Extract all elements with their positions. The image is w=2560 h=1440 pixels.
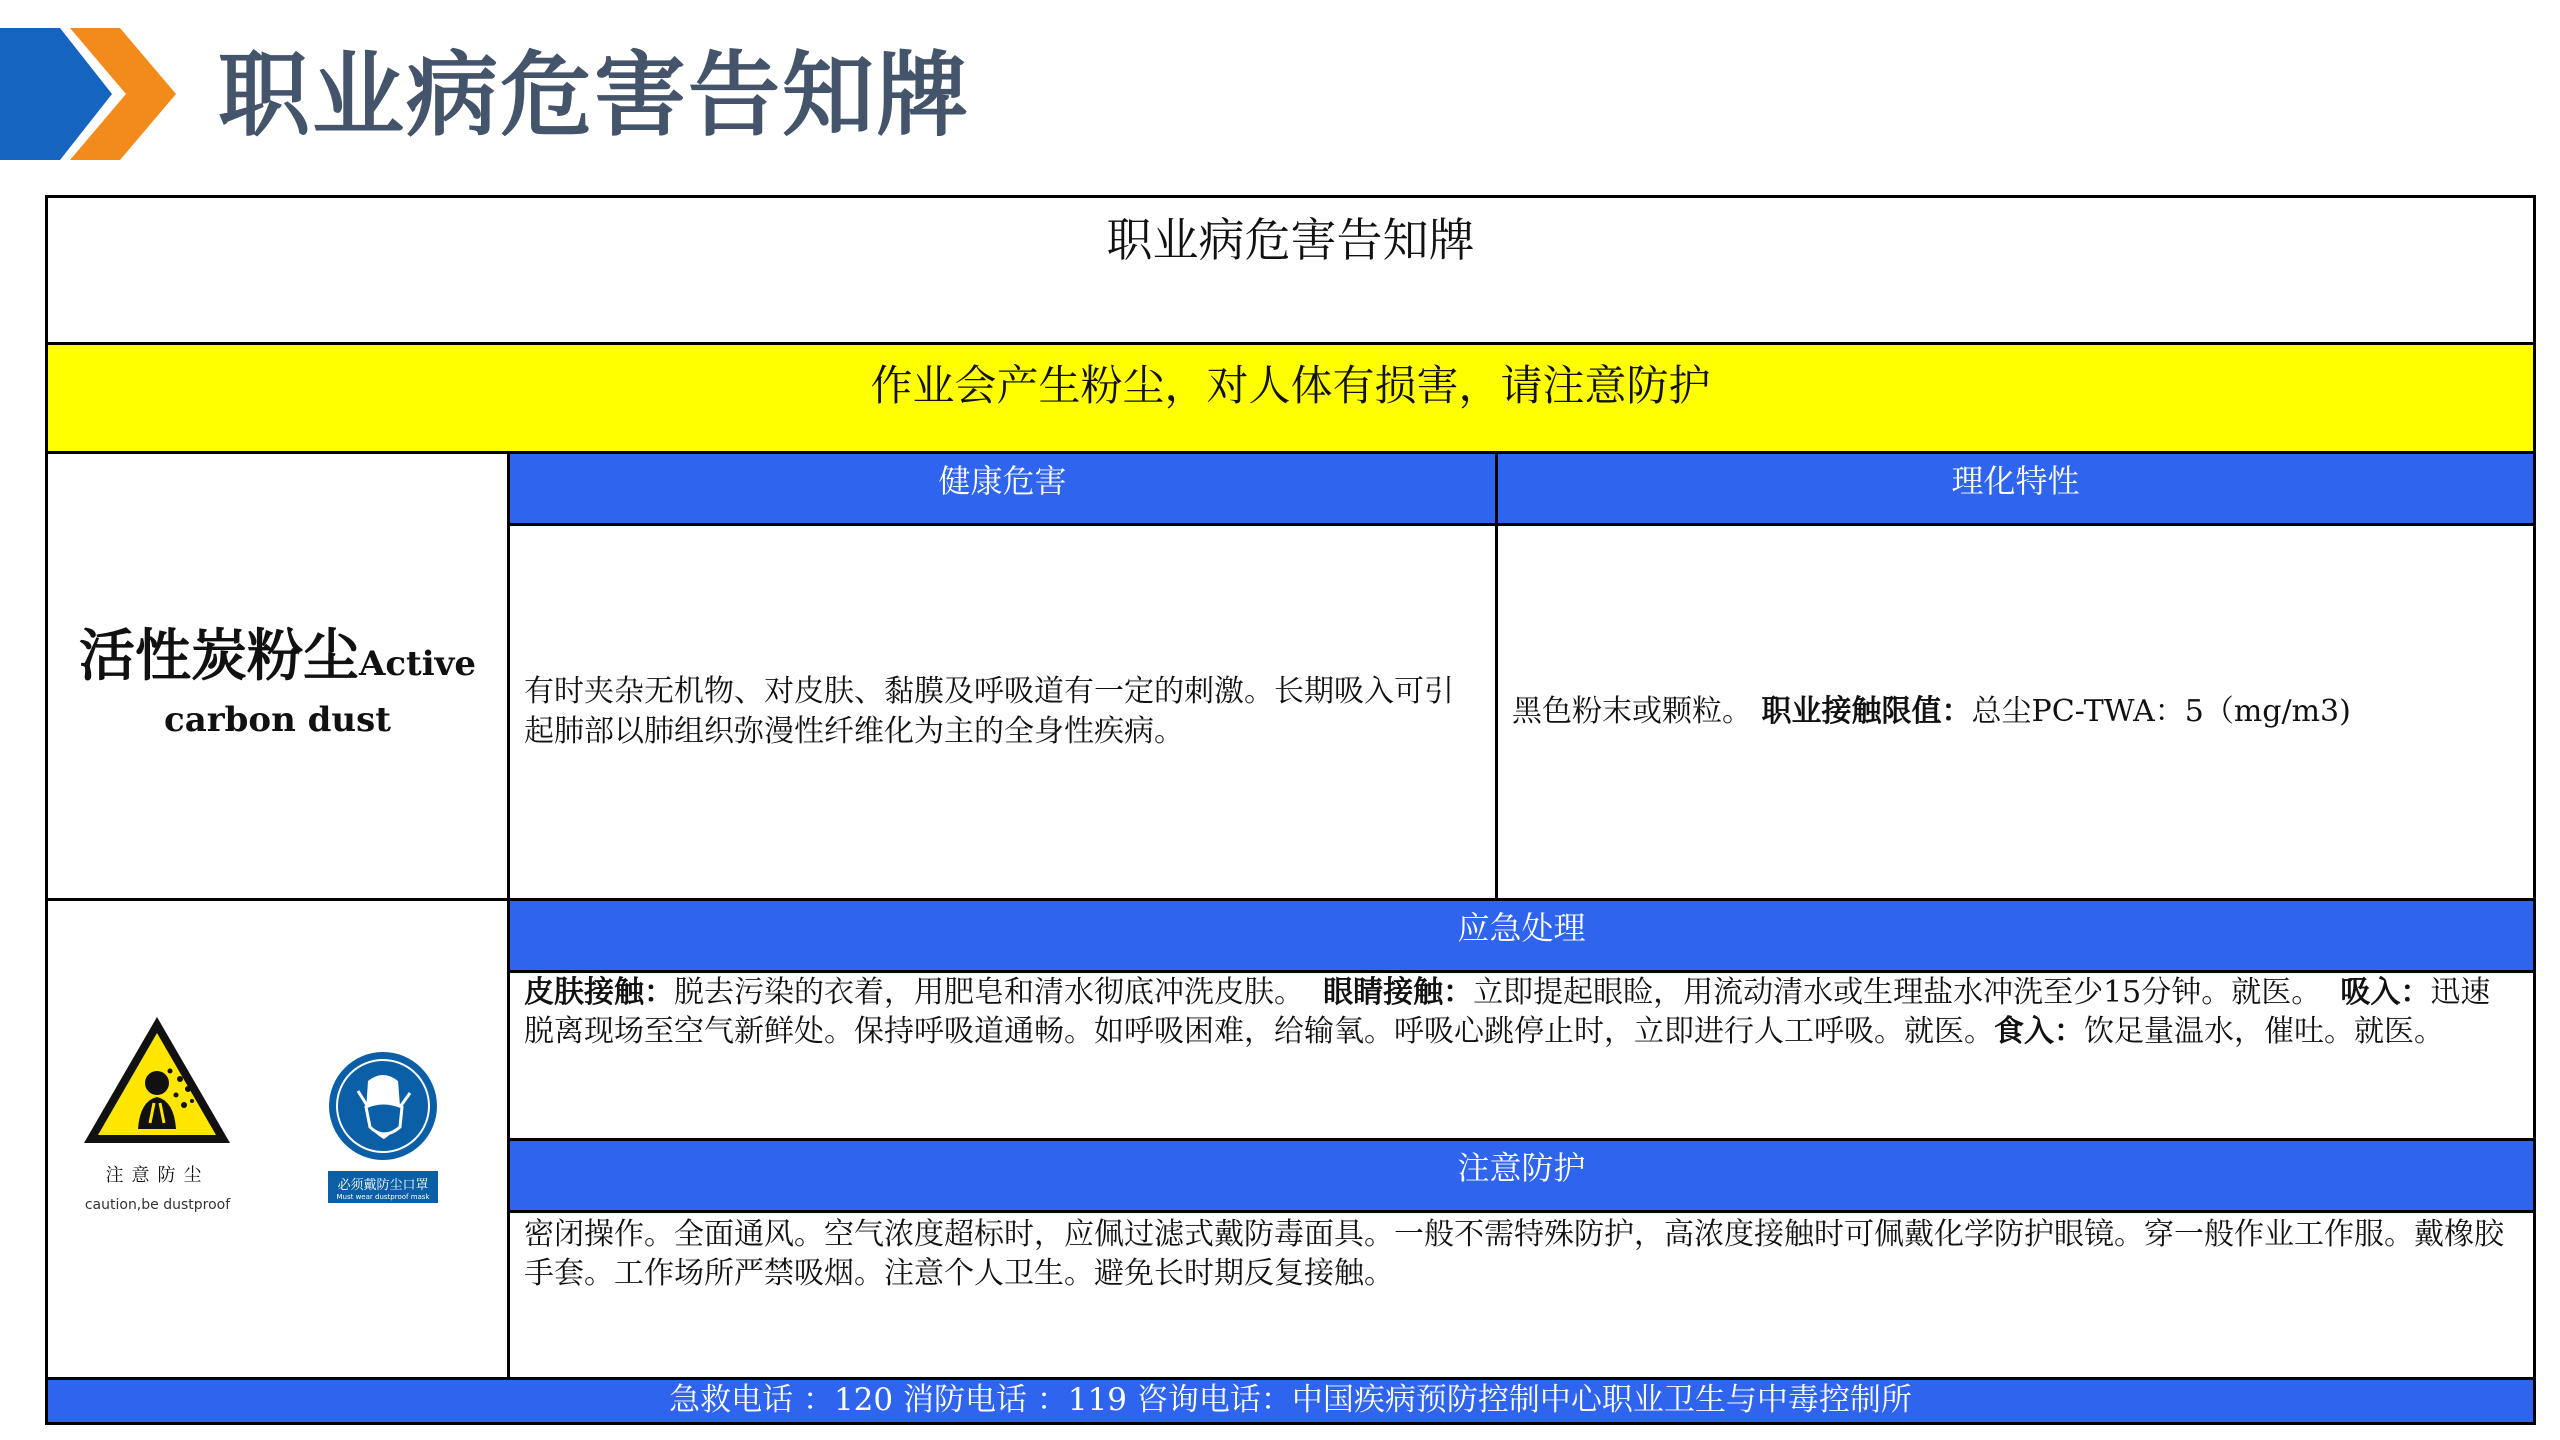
substance-name-cn: 活性炭粉尘: [78, 623, 359, 689]
dust-sign-cn: 注意防尘: [105, 1165, 210, 1186]
dust-warning-icon: [80, 1011, 235, 1151]
dust-mask-icon: [328, 1051, 438, 1161]
mask-sign-en: Must wear dustproof mask: [336, 1193, 430, 1201]
substance-name-cell: [48, 454, 510, 901]
skin-contact-label: 皮肤接触：: [524, 975, 674, 1010]
protection-text: 密闭操作。全面通风。空气浓度超标时，应佩过滤式戴防毒面具。一般不需特殊防护，高浓度接触时可佩戴化学防护眼镜。穿一般作业工作服。戴橡胶手套。工作场所严禁吸烟。注意个人卫生。避免长时期反复接触。: [524, 1217, 2504, 1291]
dust-mask-sign: [328, 1051, 438, 1203]
skin-contact-text: 脱去污染的衣着，用肥皂和清水彻底冲洗皮肤。: [674, 975, 1304, 1010]
eye-contact-text: 立即提起眼睑，用流动清水或生理盐水冲洗至少15分钟。就医。: [1473, 975, 2322, 1010]
substance-name-en-1: Active: [358, 644, 477, 684]
dust-sign-en: caution,be dustproof: [84, 1197, 231, 1213]
mask-sign-label: [328, 1171, 438, 1203]
protection-header: 注意防护: [510, 1141, 2533, 1213]
properties-text: [1498, 526, 2533, 901]
health-hazard-header: 健康危害: [510, 454, 1498, 526]
board-title: 职业病危害告知牌: [1106, 213, 1475, 267]
warning-banner: 作业会产生粉尘，对人体有损害，请注意防护: [48, 342, 2533, 454]
exposure-limit-value: 总尘PC-TWA：5（mg/m3): [1971, 694, 2351, 729]
health-hazard-text: [510, 526, 1498, 901]
dust-warning-sign: [80, 1011, 235, 1213]
emergency-header: 应急处理: [510, 901, 2533, 973]
ingestion-text: 饮足量温水，催吐。就医。: [2084, 1014, 2444, 1049]
safety-signs-cell: [48, 901, 510, 1377]
health-hazard-body: 有时夹杂无机物、对皮肤、黏膜及呼吸道有一定的刺激。长期吸入可引起肺部以肺组织弥漫性纤维化为主的全身性疾病。: [524, 674, 1454, 749]
properties-body: 黑色粉末或颗粒。: [1512, 694, 1752, 729]
ingestion-label: 食入：: [1994, 1014, 2084, 1049]
inhalation-label: 吸入：: [2340, 975, 2431, 1010]
eye-contact-label: 眼睛接触：: [1323, 975, 1474, 1010]
hazard-notice-board: [45, 195, 2536, 1425]
properties-header: 理化特性: [1498, 454, 2533, 526]
exposure-limit-label: 职业接触限值：: [1761, 694, 1972, 729]
mask-sign-cn: 必须戴防尘口罩: [337, 1178, 429, 1193]
emergency-contacts-footer: 急救电话 ：120 消防电话 ：119 咨询电话：中国疾病预防控制中心职业卫生与中毒控制所: [48, 1377, 2533, 1422]
substance-name-line: [79, 612, 476, 692]
emergency-text: [510, 973, 2533, 1141]
header-chevrons: [0, 28, 180, 160]
substance-name-en-2: carbon dust: [164, 700, 391, 740]
page-title: 职业病危害告知牌: [218, 42, 971, 149]
inhalation-text: 迅速脱离现场至空气新鲜处。保持呼吸道通畅。如呼吸困难，给输氧。呼吸心跳停止时，立即进行人工呼吸。就医。: [524, 975, 2491, 1049]
